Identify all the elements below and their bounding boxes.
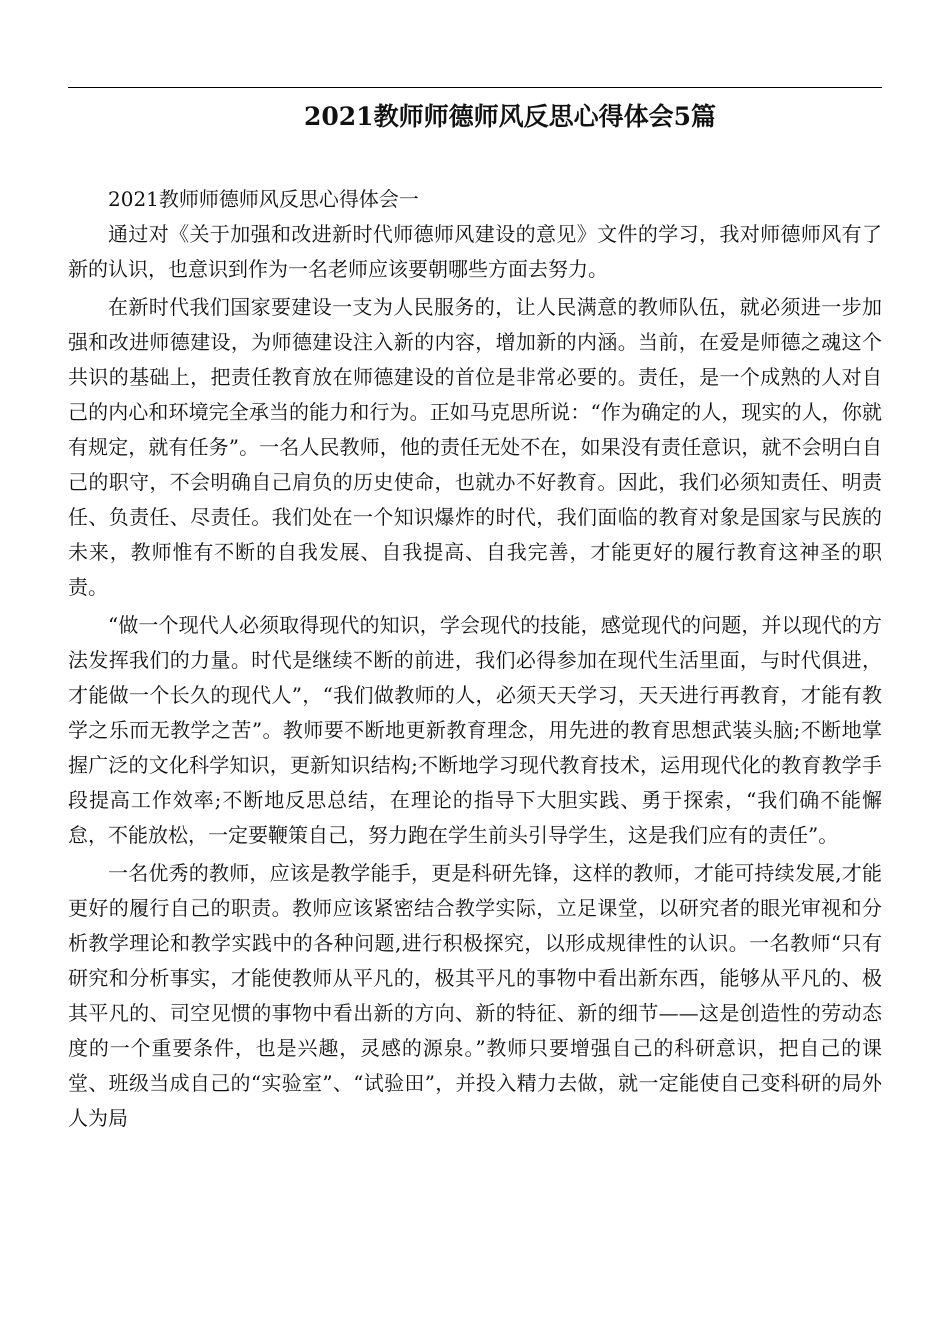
paragraph: 一名优秀的教师，应该是教学能手，更是科研先锋，这样的教师，才能可持续发展,才能更好的履行自己的职责。教师应该紧密结合教学实际，立足课堂，以研究者的眼光审视和分析教学理论和教学实践中的各种问题,进行积极探究，以形成规律性的认识。一名教师“只有研究和分析事实，才能使教师从平凡的，极其平凡的事物中看出新东西，能够从平凡的、极其平凡的、司空见惯的事物中看出新的方向、新的特征、新的细节——这是创造性的劳动态度的一个重要条件，也是兴趣，灵感的源泉。”教师只要增强自己的科研意识，把自己的课堂、班级当成自己的“实验室”、“试验田”，并投入精力去做，就一定能使自己变科研的局外人为局 xyxy=(68,861,882,1130)
header-rule xyxy=(68,87,882,88)
paragraph: 通过对《关于加强和改进新时代师德师风建设的意见》文件的学习，我对师德师风有了新的认识，也意识到作为一名老师应该要朝哪些方面去努力。 xyxy=(68,222,882,281)
section-heading: 2021教师师德师风反思心得体会一 xyxy=(108,187,419,211)
document-title: 2021教师师德师风反思心得体会5篇 xyxy=(304,102,716,131)
document-body xyxy=(68,182,882,1136)
paragraph: “做一个现代人必须取得现代的知识，学会现代的技能，感觉现代的问题，并以现代的方法发挥我们的力量。时代是继续不断的前进，我们必得参加在现代生活里面，与时代俱进，才能做一个长久的现代人”，“我们做教师的人，必须天天学习，天天进行再教育，才能有教学之乐而无教学之苦”。教师要不断地更新教育理念，用先进的教育思想武装头脑;不断地掌握广泛的文化科学知识，更新知识结构;不断地学习现代教育技术，运用现代化的教育教学手段提高工作效率;不断地反思总结，在理论的指导下大胆实践、勇于探索，“我们确不能懈怠，不能放松，一定要鞭策自己，努力跑在学生前头引导学生，这是我们应有的责任”。 xyxy=(68,613,882,847)
paragraph: 在新时代我们国家要建设一支为人民服务的，让人民满意的教师队伍，就必须进一步加强和改进师德建设，为师德建设注入新的内容，增加新的内涵。当前，在爱是师德之魂这个共识的基础上，把责任教育放在师德建设的首位是非常必要的。责任，是一个成熟的人对自己的内心和环境完全承当的能力和行为。正如马克思所说：“作为确定的人，现实的人，你就有规定，就有任务”。一名人民教师，他的责任无处不在，如果没有责任意识，就不会明白自己的职守，不会明确自己肩负的历史使命，也就办不好教育。因此，我们必须知责任、明责任、负责任、尽责任。我们处在一个知识爆炸的时代，我们面临的教育对象是国家与民族的未来，教师惟有不断的自我发展、自我提高、自我完善，才能更好的履行教育这神圣的职责。 xyxy=(68,295,882,599)
